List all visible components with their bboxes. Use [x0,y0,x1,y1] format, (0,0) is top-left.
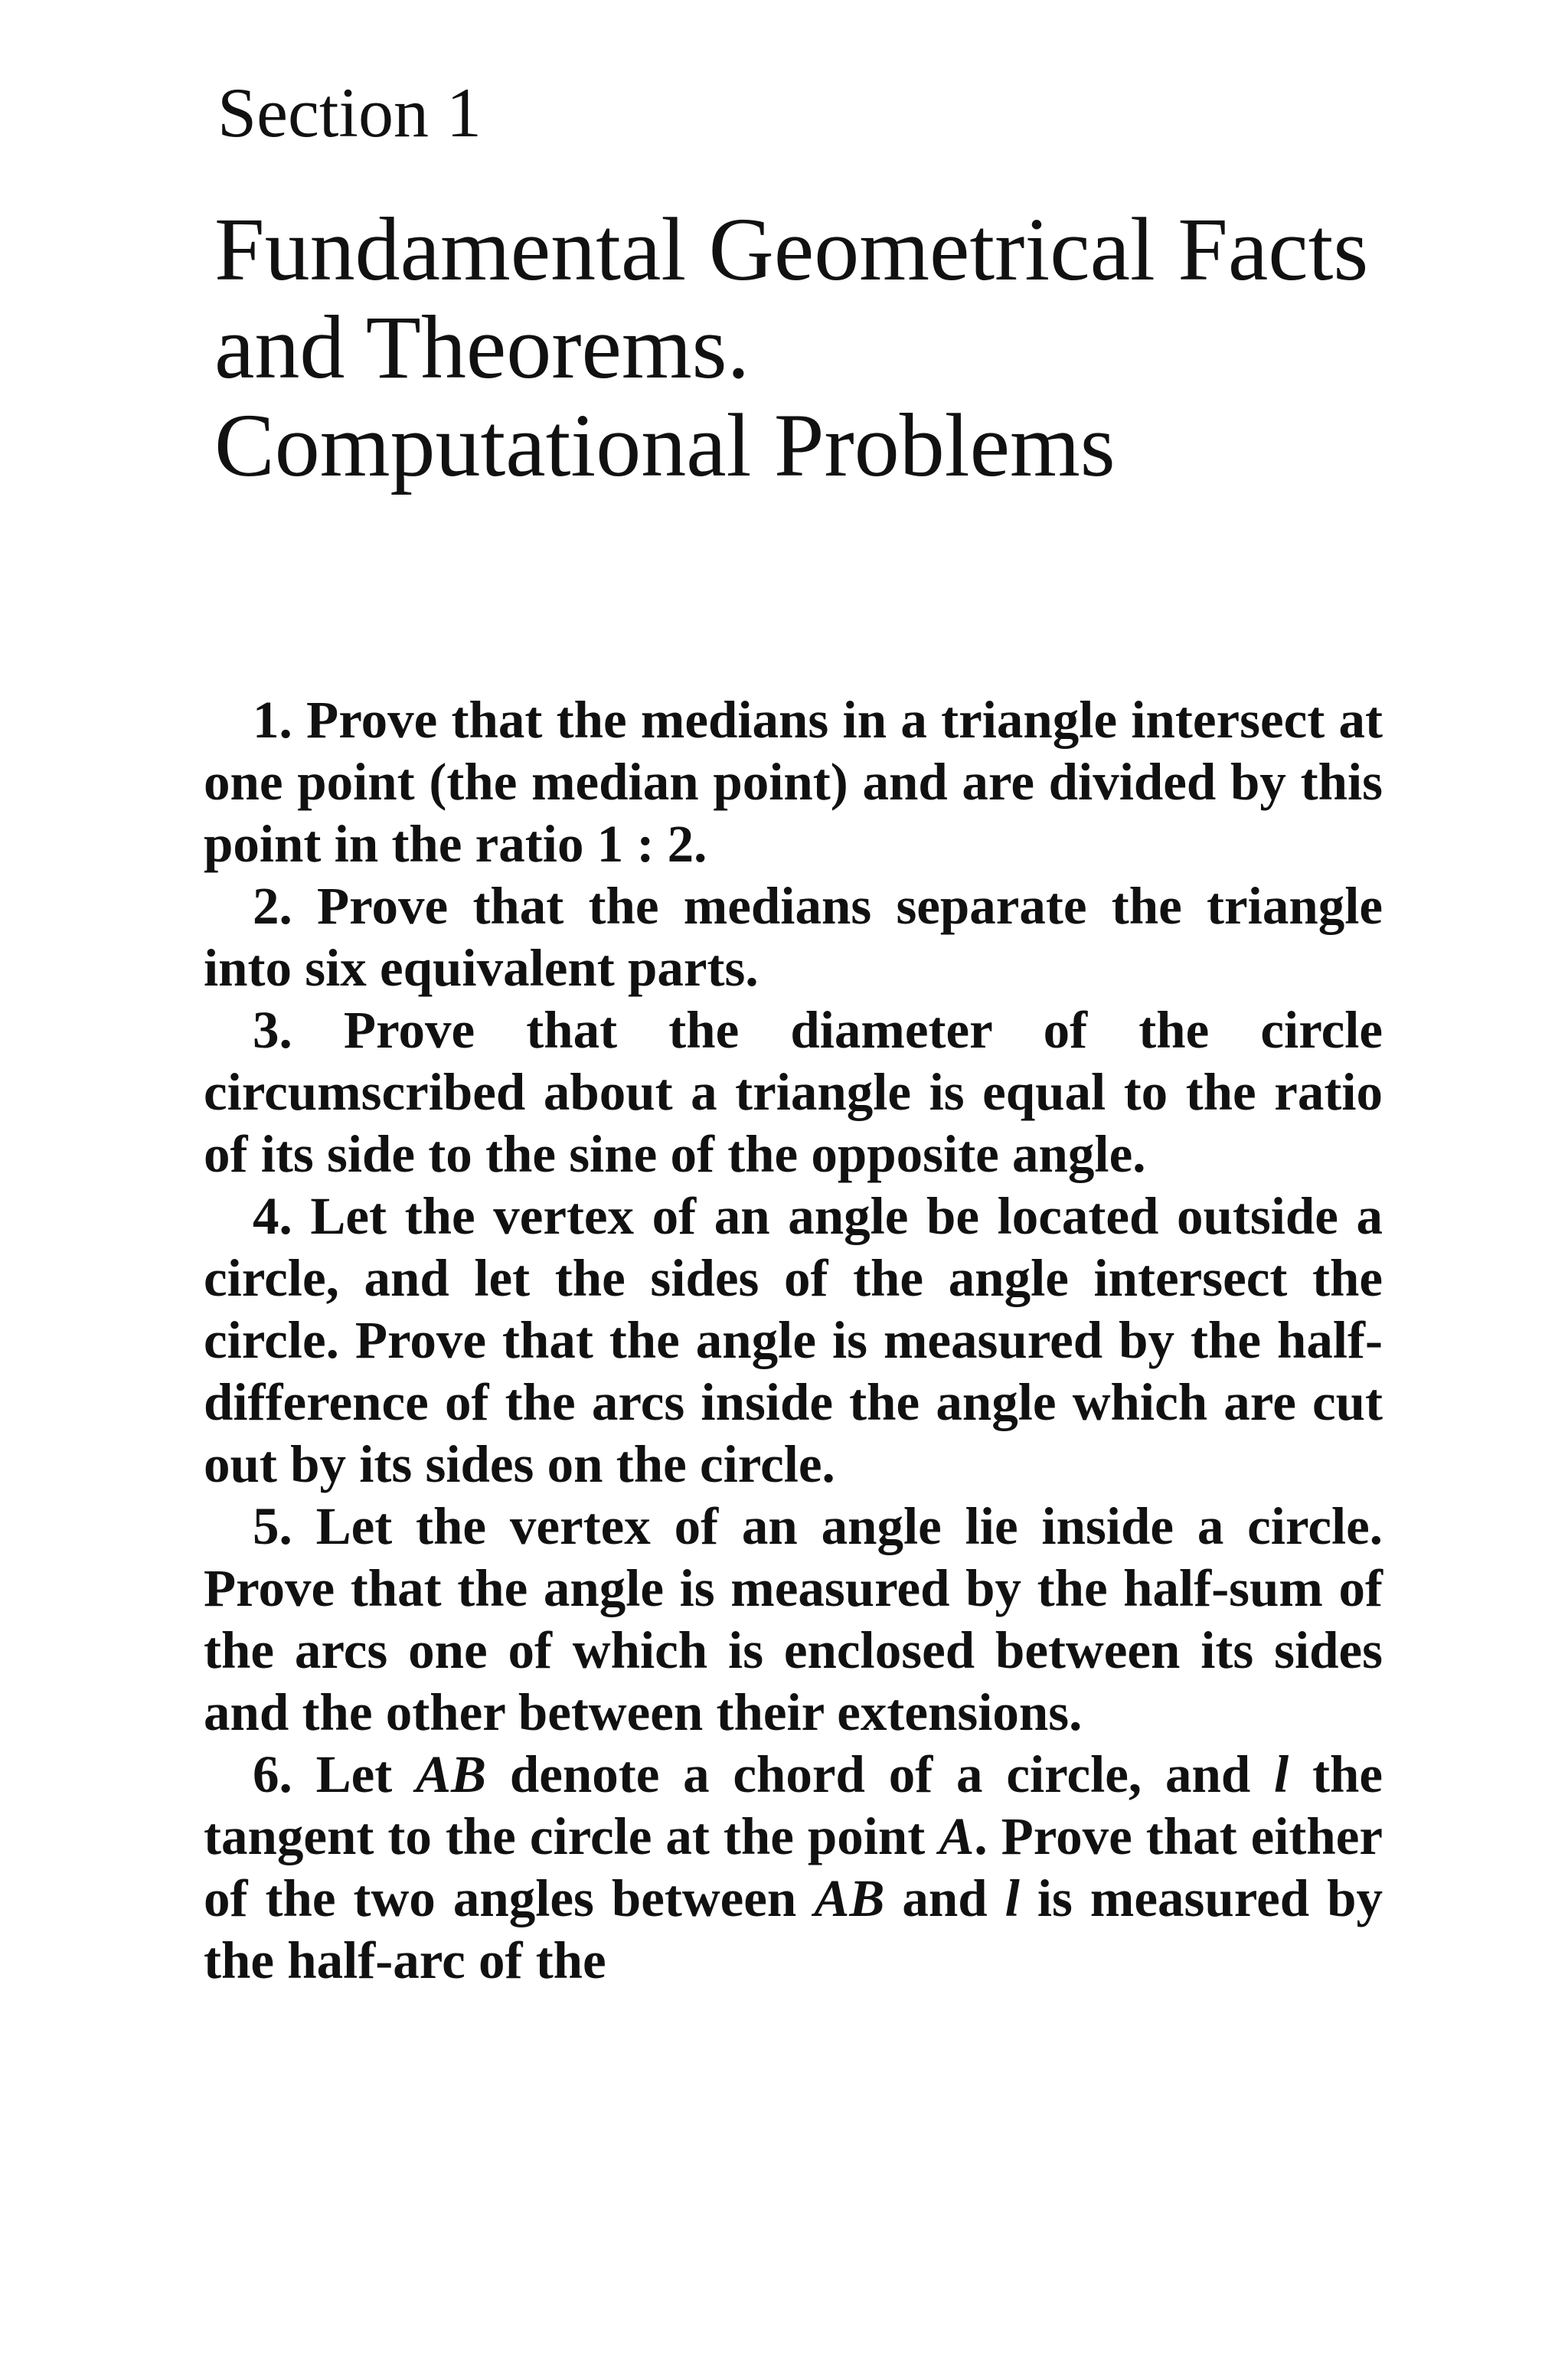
text-segment: Let [315,1745,416,1803]
math-symbol: A [939,1807,975,1865]
problem-number: 4. [253,1187,292,1245]
problem-number: 6. [253,1745,292,1803]
problem-text: Let the vertex of an angle be located outside a circle, and let the sides of the angle intersect the circle. Prove that the angle is measured by the half-difference of the arcs inside the angle which are cut out by its sides on the circle. [204,1187,1383,1493]
math-symbol: l [1274,1745,1289,1803]
problem-text [204,1745,1383,1989]
problem-6 [204,1744,1383,1992]
chapter-title-line: Computational Problems [214,395,1116,495]
problem-4 [204,1185,1383,1496]
section-label: Section 1 [217,74,482,152]
chapter-title-line: Fundamental Geometrical Facts [214,199,1369,299]
problem-number: 5. [253,1497,292,1555]
chapter-title [214,201,1409,495]
problem-5 [204,1496,1383,1744]
problem-number: 1. [253,691,292,749]
math-symbol: AB [416,1745,487,1803]
chapter-title-line: and Theorems. [214,297,750,397]
problem-text: Prove that the diameter of the circle circumscribed about a triangle is equal to the ratio of its side to the sine of the opposite angle. [204,1001,1383,1183]
text-segment: . Prove that either of the two angles between [204,1807,1383,1927]
math-symbol: AB [814,1869,885,1927]
problem-3 [204,999,1383,1185]
problem-list [204,689,1383,1992]
math-symbol: l [1004,1869,1020,1927]
problem-number: 3. [253,1001,292,1059]
text-segment: the tangent to the circle at the point [204,1745,1383,1865]
text-segment: denote a chord of a circle, and [486,1745,1275,1803]
problem-text: Prove that the medians separate the triangle into six equivalent parts. [204,877,1383,997]
problem-1 [204,689,1383,875]
problem-text: Prove that the medians in a triangle intersect at one point (the median point) and are divided by this point in the ratio 1 : 2. [204,691,1383,873]
text-segment: is measured by the half-arc of the [204,1869,1383,1989]
problem-2 [204,875,1383,999]
problem-text: Let the vertex of an angle lie inside a circle. Prove that the angle is measured by the half-sum of the arcs one of which is enclosed between its sides and the other between their extensions. [204,1497,1383,1741]
problem-number: 2. [253,877,292,935]
text-segment: and [884,1869,1005,1927]
